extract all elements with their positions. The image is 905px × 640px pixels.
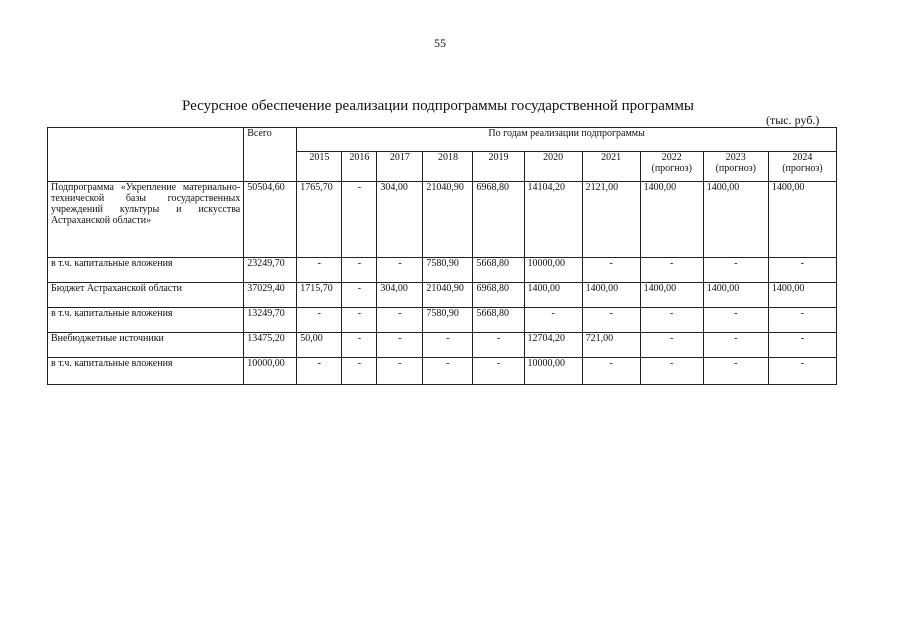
header-year-2020 — [524, 152, 582, 182]
cell-2017: - — [377, 333, 423, 358]
cell-2024: - — [768, 308, 836, 333]
header-year-2018 — [423, 152, 473, 182]
resource-table — [47, 127, 837, 385]
page-number: 55 — [434, 36, 446, 50]
cell-2022: 1400,00 — [640, 283, 703, 308]
cell-2023: - — [703, 308, 768, 333]
cell-2024: 1400,00 — [768, 283, 836, 308]
cell-2017: 304,00 — [377, 283, 423, 308]
cell-2015: 1715,70 — [297, 283, 342, 308]
cell-2018: 7580,90 — [423, 308, 473, 333]
header-year-2019 — [473, 152, 524, 182]
cell-2022: - — [640, 258, 703, 283]
header-year-2023 — [703, 152, 768, 182]
cell-2015: - — [297, 308, 342, 333]
row-label: в т.ч. капитальные вложения — [48, 258, 244, 283]
row-total: 13249,70 — [244, 308, 297, 333]
year-forecast-note: (прогноз) — [715, 163, 756, 174]
cell-2016: - — [342, 308, 377, 333]
year-label: 2019 — [488, 152, 509, 163]
cell-2017: - — [377, 258, 423, 283]
cell-2021: 721,00 — [582, 333, 640, 358]
cell-2018: - — [423, 358, 473, 385]
row-label: Подпрограмма «Укрепление материально-технической базы государственных учреждений культуры и искусства Астраханской области» — [48, 182, 244, 258]
cell-2016: - — [342, 182, 377, 258]
year-forecast-note: (прогноз) — [782, 163, 823, 174]
document-title: Ресурсное обеспечение реализации подпрограммы государственной программы — [182, 98, 694, 114]
table-row — [48, 283, 837, 308]
cell-2016: - — [342, 258, 377, 283]
cell-2015: 1765,70 — [297, 182, 342, 258]
header-year-2017 — [377, 152, 423, 182]
row-total: 23249,70 — [244, 258, 297, 283]
cell-2020: 1400,00 — [524, 283, 582, 308]
header-label-cell — [48, 128, 244, 182]
header-year-2015 — [297, 152, 342, 182]
year-forecast-note: (прогноз) — [651, 163, 692, 174]
cell-2019: 5668,80 — [473, 258, 524, 283]
cell-2018: - — [423, 333, 473, 358]
cell-2022: - — [640, 333, 703, 358]
header-year-2022 — [640, 152, 703, 182]
cell-2017: - — [377, 358, 423, 385]
header-year-2024 — [768, 152, 836, 182]
cell-2021: - — [582, 358, 640, 385]
cell-2016: - — [342, 333, 377, 358]
cell-2019: 5668,80 — [473, 308, 524, 333]
cell-2018: 21040,90 — [423, 283, 473, 308]
cell-2022: 1400,00 — [640, 182, 703, 258]
cell-2020: 14104,20 — [524, 182, 582, 258]
cell-2019: 6968,80 — [473, 182, 524, 258]
year-label: 2021 — [601, 152, 622, 163]
header-year-2021 — [582, 152, 640, 182]
cell-2018: 21040,90 — [423, 182, 473, 258]
table-row — [48, 358, 837, 385]
cell-2023: - — [703, 258, 768, 283]
cell-2023: - — [703, 333, 768, 358]
cell-2023: - — [703, 358, 768, 385]
row-label: в т.ч. капитальные вложения — [48, 358, 244, 385]
table-row — [48, 333, 837, 358]
cell-2024: 1400,00 — [768, 182, 836, 258]
cell-2020: - — [524, 308, 582, 333]
cell-2019: - — [473, 358, 524, 385]
row-total: 50504,60 — [244, 182, 297, 258]
cell-2020: 12704,20 — [524, 333, 582, 358]
cell-2015: 50,00 — [297, 333, 342, 358]
cell-2021: - — [582, 258, 640, 283]
cell-2020: 10000,00 — [524, 358, 582, 385]
cell-2023: 1400,00 — [703, 283, 768, 308]
cell-2020: 10000,00 — [524, 258, 582, 283]
cell-2017: - — [377, 308, 423, 333]
table-row — [48, 182, 837, 258]
cell-2018: 7580,90 — [423, 258, 473, 283]
cell-2024: - — [768, 333, 836, 358]
year-label: 2022 — [661, 152, 682, 163]
year-label: 2016 — [349, 152, 370, 163]
year-label: 2024 — [792, 152, 813, 163]
cell-2022: - — [640, 308, 703, 333]
cell-2016: - — [342, 283, 377, 308]
table-row — [48, 258, 837, 283]
row-total: 10000,00 — [244, 358, 297, 385]
year-label: 2020 — [543, 152, 564, 163]
cell-2024: - — [768, 358, 836, 385]
cell-2019: - — [473, 333, 524, 358]
cell-2024: - — [768, 258, 836, 283]
row-label: Бюджет Астраханской области — [48, 283, 244, 308]
year-label: 2017 — [389, 152, 410, 163]
year-label: 2023 — [725, 152, 746, 163]
year-label: 2018 — [437, 152, 458, 163]
cell-2022: - — [640, 358, 703, 385]
cell-2017: 304,00 — [377, 182, 423, 258]
row-total: 37029,40 — [244, 283, 297, 308]
row-total: 13475,20 — [244, 333, 297, 358]
cell-2023: 1400,00 — [703, 182, 768, 258]
header-total: Всего — [244, 128, 297, 182]
row-label: Внебюджетные источники — [48, 333, 244, 358]
cell-2021: 2121,00 — [582, 182, 640, 258]
row-label: в т.ч. капитальные вложения — [48, 308, 244, 333]
cell-2016: - — [342, 358, 377, 385]
cell-2021: 1400,00 — [582, 283, 640, 308]
table-row — [48, 308, 837, 333]
cell-2019: 6968,80 — [473, 283, 524, 308]
header-years-group: По годам реализации подпрограммы — [297, 128, 837, 152]
year-label: 2015 — [309, 152, 330, 163]
unit-note: (тыс. руб.) — [766, 113, 820, 127]
cell-2015: - — [297, 358, 342, 385]
cell-2021: - — [582, 308, 640, 333]
header-row-1 — [48, 128, 837, 152]
cell-2015: - — [297, 258, 342, 283]
header-year-2016 — [342, 152, 377, 182]
